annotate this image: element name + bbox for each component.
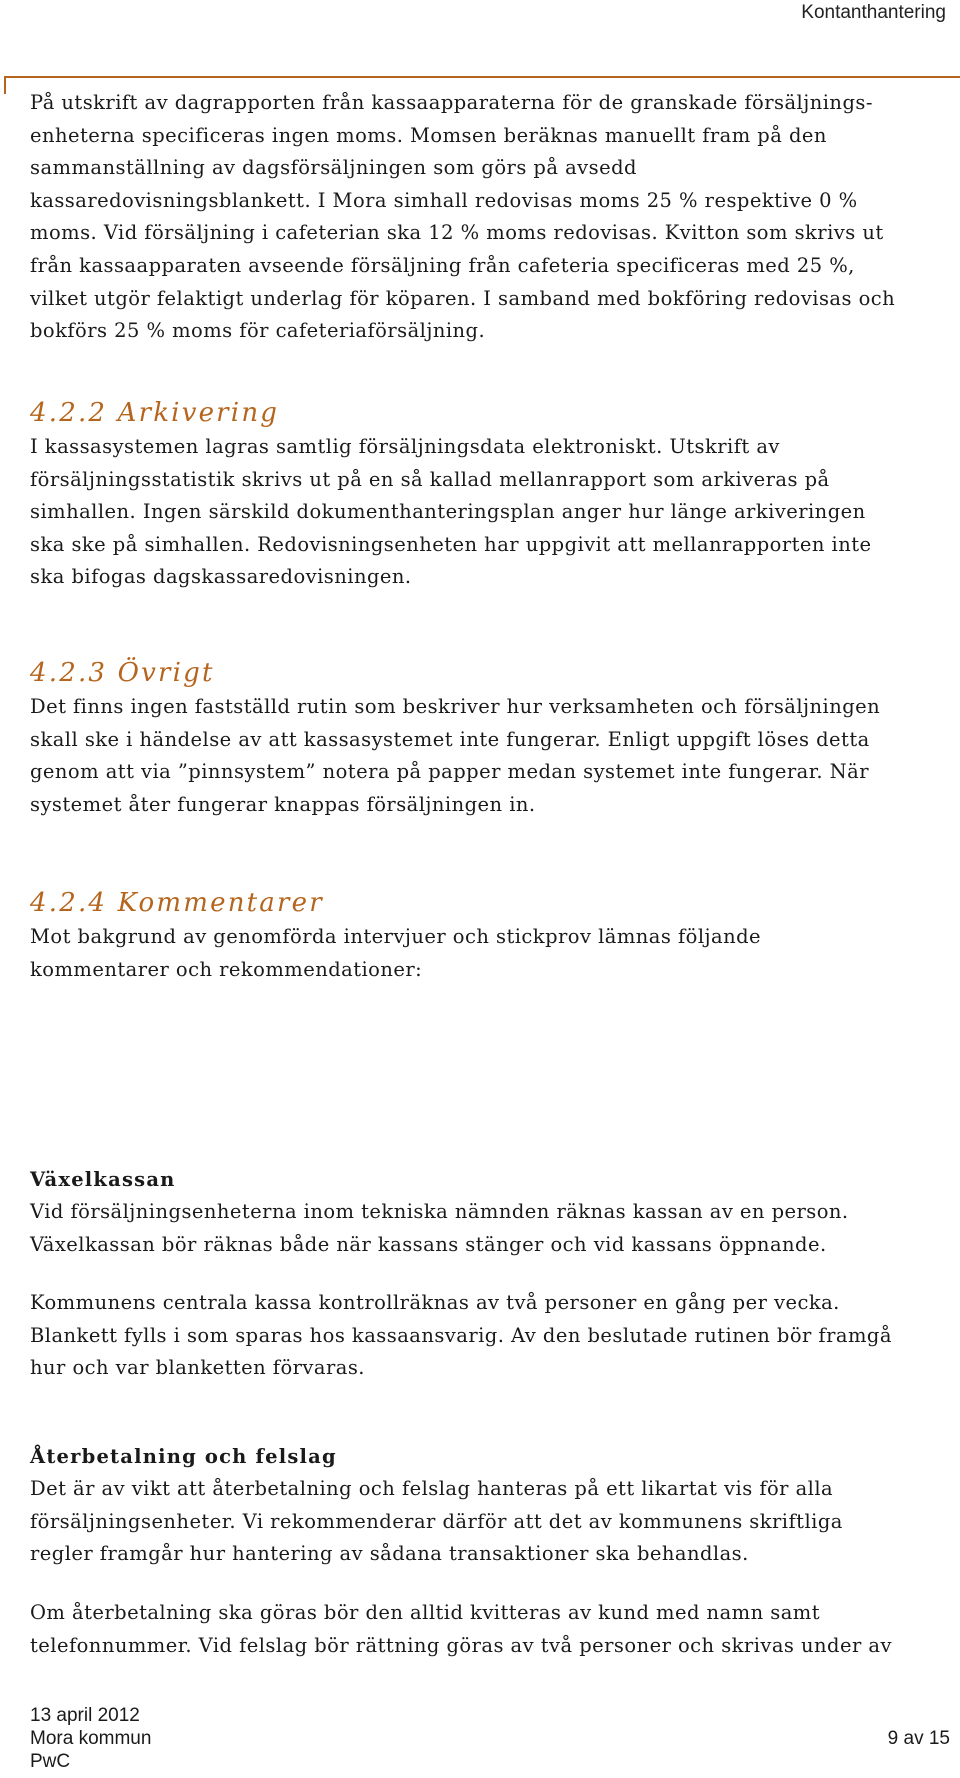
text-line: vilket utgör felaktigt underlag för köparen. I samband med bokföring redovisas och — [30, 286, 896, 310]
text-line: enheterna specificeras ingen moms. Momsen beräknas manuellt fram på den — [30, 123, 827, 147]
text-line: simhallen. Ingen särskild dokumenthanteringsplan anger hur länge arkiveringen — [30, 500, 866, 524]
text-line: telefonnummer. Vid felslag bör rättning göras av två personer och skrivas under av — [30, 1633, 892, 1657]
text-line: I kassasystemen lagras samtlig försäljningsdata elektroniskt. Utskrift av — [30, 435, 780, 458]
text-line: sammanställning av dagsförsäljningen som görs på avsedd — [30, 156, 637, 180]
text-line: skall ske i händelse av att kassasystemet inte fungerar. Enligt uppgift löses detta — [30, 727, 870, 751]
section-heading-arkivering: 4.2.2 Arkivering — [30, 398, 280, 428]
text-line: kassaredovisningsblankett. I Mora simhall redovisas moms 25 % respektive 0 % — [30, 188, 858, 212]
text-line: regler framgår hur hantering av sådana transaktioner ska behandlas. — [30, 1542, 749, 1566]
footer-date: 13 april 2012 — [30, 1705, 140, 1726]
arkivering-paragraph — [30, 431, 950, 594]
header-divider — [4, 76, 960, 78]
text-line: På utskrift av dagrapporten från kassaapparaterna för de granskade försäljnings- — [30, 91, 873, 114]
footer-organization: Mora kommun — [30, 1728, 152, 1749]
text-line: systemet åter fungerar knappas försäljningen in. — [30, 792, 536, 816]
aterbetalning-paragraph-1 — [30, 1473, 950, 1571]
text-line: genom att via ”pinnsystem” notera på papper medan systemet inte fungerar. När — [30, 760, 869, 784]
vaxelkassan-paragraph-2 — [30, 1287, 950, 1385]
section-heading-ovrigt: 4.2.3 Övrigt — [30, 658, 215, 688]
text-line: Växelkassan bör räknas både när kassans stänger och vid kassans öppnande. — [30, 1232, 827, 1256]
kommentarer-paragraph — [30, 921, 950, 986]
text-line: Vid försäljningsenheterna inom tekniska nämnden räknas kassan av en person. — [30, 1200, 849, 1223]
text-line: försäljningsenheter. Vi rekommenderar därför att det av kommunens skriftliga — [30, 1509, 843, 1533]
text-line: Det finns ingen fastställd rutin som beskriver hur verksamheten och försäljningen — [30, 695, 881, 718]
subheading-vaxelkassan: Växelkassan — [30, 1168, 176, 1191]
text-line: försäljningsstatistik skrivs ut på en så kallad mellanrapport som arkiveras på — [30, 467, 830, 491]
text-line: hur och var blanketten förvaras. — [30, 1356, 365, 1380]
footer-firm: PwC — [30, 1751, 71, 1772]
text-line: Det är av vikt att återbetalning och felslag hanteras på ett likartat vis för alla — [30, 1477, 834, 1500]
header-title: Kontanthantering — [801, 2, 946, 23]
vaxelkassan-paragraph-1 — [30, 1196, 950, 1261]
page-footer — [30, 1704, 950, 1773]
text-line: kommentarer och rekommendationer: — [30, 957, 423, 981]
subheading-aterbetalning: Återbetalning och felslag — [30, 1445, 337, 1468]
text-line: ska bifogas dagskassaredovisningen. — [30, 565, 412, 589]
page-number: 9 av 15 — [887, 1728, 950, 1749]
text-line: Mot bakgrund av genomförda intervjuer och stickprov lämnas följande — [30, 925, 762, 948]
text-line: Blankett fylls i som sparas hos kassaansvarig. Av den beslutade rutinen bör framgå — [30, 1323, 892, 1347]
text-line: moms. Vid försäljning i cafeterian ska 12 % moms redovisas. Kvitton som skrivs ut — [30, 221, 884, 245]
text-line: bokförs 25 % moms för cafeteriaförsäljning. — [30, 319, 486, 343]
text-line: Kommunens centrala kassa kontrollräknas av två personer en gång per vecka. — [30, 1291, 840, 1314]
intro-paragraph — [30, 87, 950, 348]
text-line: Om återbetalning ska göras bör den alltid kvitteras av kund med namn samt — [30, 1601, 820, 1624]
header-divider-tick — [4, 76, 6, 94]
section-heading-kommentarer: 4.2.4 Kommentarer — [30, 888, 324, 918]
aterbetalning-paragraph-2 — [30, 1597, 950, 1662]
text-line: från kassaapparaten avseende försäljning från cafeteria specificeras med 25 %, — [30, 253, 855, 277]
ovrigt-paragraph — [30, 691, 950, 821]
text-line: ska ske på simhallen. Redovisningsenheten har uppgivit att mellanrapporten inte — [30, 532, 872, 556]
